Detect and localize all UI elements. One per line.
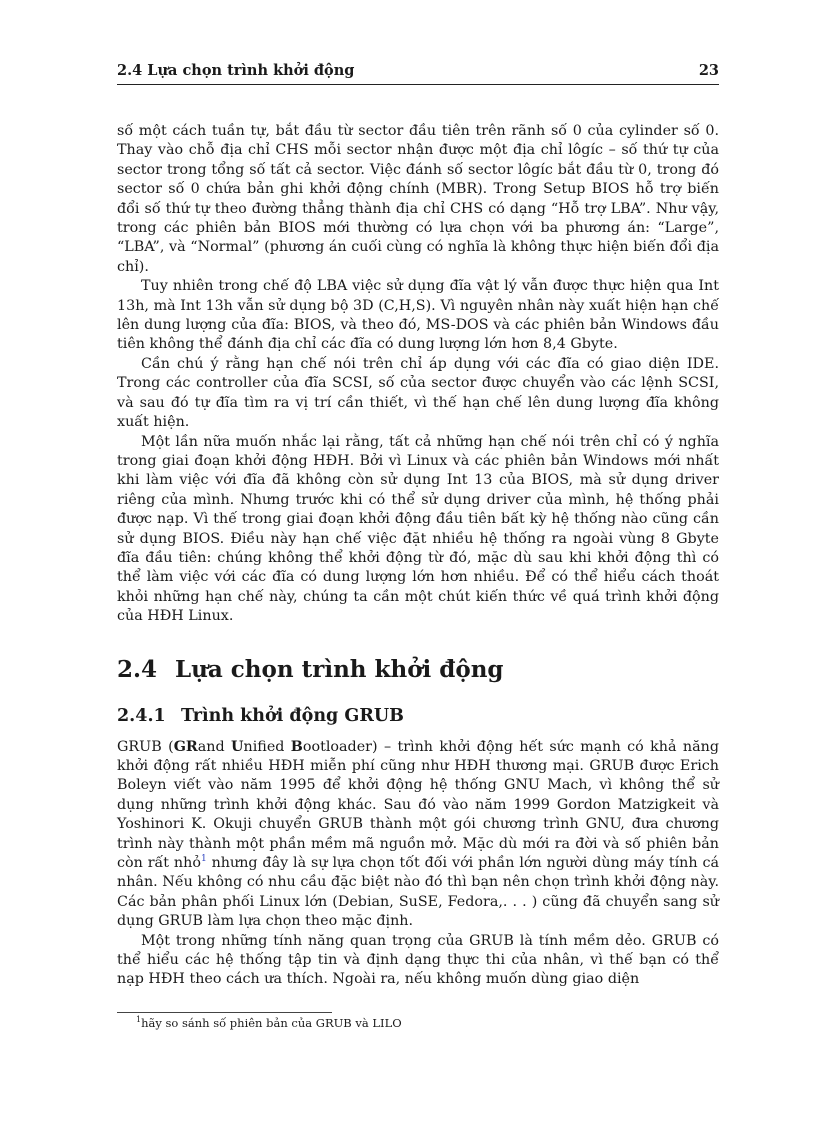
running-header [117, 62, 719, 85]
document-page [117, 62, 719, 990]
body-text [117, 122, 719, 990]
paragraph: Một trong những tính năng quan trọng của GRUB là tính mềm dẻo. GRUB có thể hiểu các hệ thống tập tin và định dạng thực thi của nhân, vì thế bạn có thể nạp HĐH theo cách ưa thích. Ngoài ra, nếu không muốn dùng giao diện [117, 932, 719, 988]
section-title: Lựa chọn trình khởi động [175, 655, 504, 683]
acronym-text: and [197, 738, 232, 755]
section-heading [117, 655, 719, 685]
grub-lead: GRUB ( [117, 738, 174, 755]
footnote-text: hãy so sánh số phiên bản của GRUB và LILO [141, 1016, 402, 1030]
footnote-mark: 1 [136, 1015, 142, 1025]
page-number: 23 [698, 62, 719, 79]
header-section-title: 2.4 Lựa chọn trình khởi động [117, 62, 355, 79]
subsection-number: 2.4.1 [117, 705, 166, 726]
footnote-reference-link[interactable]: 1 [200, 854, 207, 865]
acronym-text: nified [243, 738, 291, 755]
acronym-letters: B [290, 738, 303, 755]
section-number: 2.4 [117, 655, 158, 683]
footnote [136, 1016, 402, 1031]
acronym-letters: GR [173, 738, 198, 755]
grub-description: ootloader) – trình khởi động hết sức mạnh có khả năng khởi động rất nhiều HĐH miễn phí cũng như HĐH thương mại. GRUB được Erich Boleyn viết vào năm 1995 để khởi động hệ thống GNU Mach, vì không thể sử dụng những trình khởi động khác. Sau đó vào năm 1999 Gordon Matzigkeit và Yoshinori K. Okuji chuyển GRUB thành một gói chương trình GNU, đưa chương trình này thành một phần mềm mã nguồn mở. Mặc dù mới ra đời và số phiên bản còn rất nhỏ [117, 738, 719, 871]
subsection-title: Trình khởi động GRUB [181, 705, 404, 726]
paragraph: Tuy nhiên trong chế độ LBA việc sử dụng đĩa vật lý vẫn được thực hiện qua Int 13h, mà Int 13h vẫn sử dụng bộ 3D (C,H,S). Vì nguyên nhân này xuất hiện hạn chế lên dung lượng của đĩa: BIOS, và theo đó, MS-DOS và các phiên bản Windows đầu tiên không thể đánh địa chỉ các đĩa có dung lượng lớn hơn 8,4 Gbyte. [117, 278, 719, 353]
subsection-heading [117, 705, 719, 727]
paragraph: Cần chú ý rằng hạn chế nói trên chỉ áp dụng với các đĩa có giao diện IDE. Trong các controller của đĩa SCSI, số của sector được chuyển vào các lệnh SCSI, và sau đó tự đĩa tìm ra vị trí cần thiết, vì thế hạn chế lên dung lượng đĩa không xuất hiện. [117, 355, 719, 431]
grub-description-rest: nhưng đây là sự lựa chọn tốt đối với phần lớn người dùng máy tính cá nhân. Nếu không có nhu cầu đặc biệt nào đó thì bạn nên chọn trình khởi động này. Các bản phân phối Linux lớn (Debian, SuSE, Fedora,. . . ) cũng đã chuyển sang sử dụng GRUB làm lựa chọn theo mặc định. [117, 855, 720, 930]
paragraph: Một lần nữa muốn nhắc lại rằng, tất cả những hạn chế nói trên chỉ có ý nghĩa trong giai đoạn khởi động HĐH. Bởi vì Linux và các phiên bản Windows mới nhất khi làm việc với đĩa đã không còn sử dụng Int 13 của BIOS, mà sử dụng driver riêng của mình. Nhưng trước khi có thể sử dụng driver của mình, hệ thống phải được nạp. Vì thế trong giai đoạn khởi động đầu tiên bất kỳ hệ thống nào cũng cần sử dụng BIOS. Điều này hạn chế việc đặt nhiều hệ thống ra ngoài vùng 8 Gbyte đĩa đầu tiên: chúng không thể khởi động từ đó, mặc dù sau khi khởi động thì có thể làm việc với các đĩa có dung lượng lớn hơn nhiều. Để có thể hiểu cách thoát khỏi những hạn chế này, chúng ta cần một chút kiến thức về quá trình khởi động của HĐH Linux. [117, 433, 719, 625]
acronym-letters: U [231, 738, 244, 755]
footnote-divider [117, 1012, 332, 1013]
paragraph: số một cách tuần tự, bắt đầu từ sector đầu tiên trên rãnh số 0 của cylinder số 0. Thay vào chỗ địa chỉ CHS mỗi sector nhận được một địa chỉ lôgíc – số thứ tự của sector trong tổng số tất cả sector. Việc đánh số sector lôgíc bắt đầu từ 0, trong đó sector số 0 chứa bản ghi khởi động chính (MBR). Trong Setup BIOS hỗ trợ biến đổi số thứ tự theo đường thẳng thành địa chỉ CHS có dạng “Hỗ trợ LBA”. Như vậy, trong các phiên bản BIOS mới thường có lựa chọn với ba phương án: “Large”, “LBA”, và “Normal” (phương án cuối cùng có nghĩa là không thực hiện biến đổi địa chỉ). [117, 123, 719, 275]
grub-paragraph [117, 738, 719, 932]
